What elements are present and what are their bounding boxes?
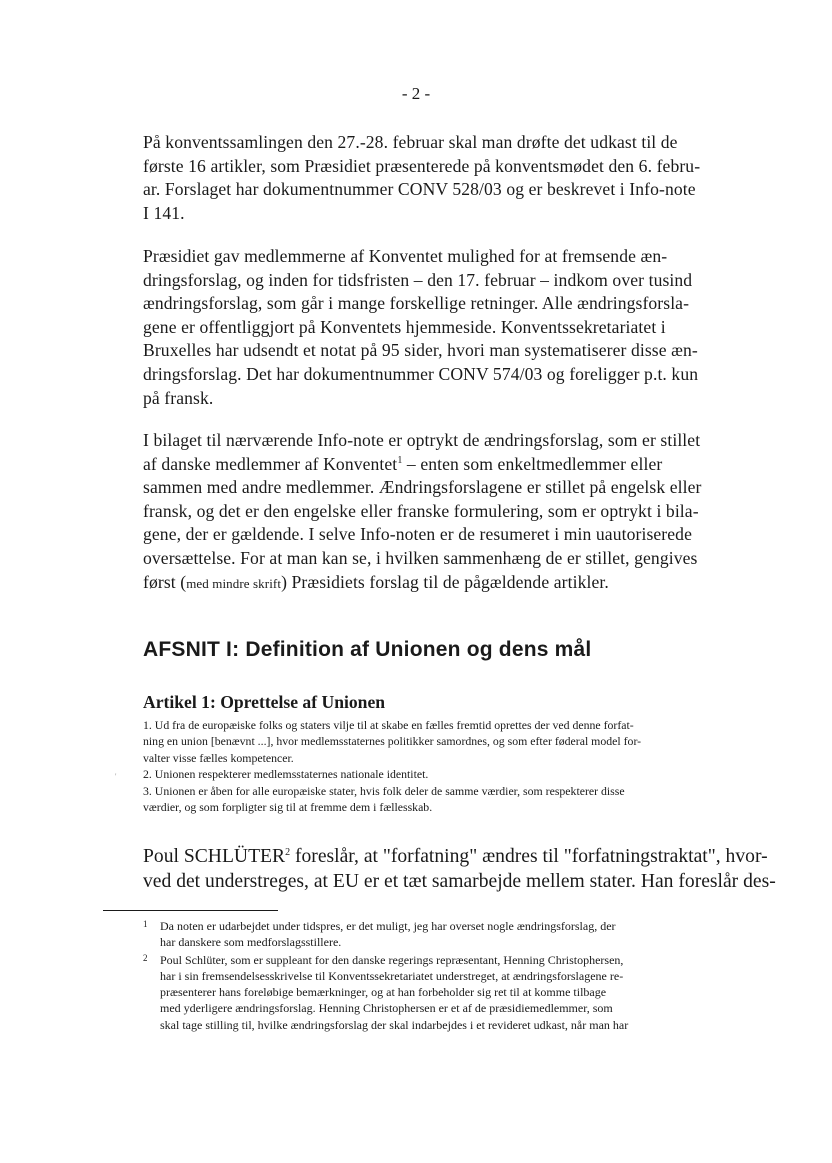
text-segment: – enten som enkeltmedlemmer eller: [402, 453, 663, 474]
text-line: første 16 artikler, som Præsidiet præsenterede på konventsmødet den 6. febru-: [143, 155, 701, 176]
footnote-line: Poul Schlüter, som er suppleant for den danske regerings repræsentant, Henning Christophersen,: [160, 952, 624, 967]
footnote-2: [143, 952, 743, 1033]
paragraph-annex: [143, 429, 743, 595]
paragraph-schlueter: [143, 844, 776, 894]
footnote-line: med yderligere ændringsforslag. Henning Christophersen er et af de præsidiemedlemmer, som: [160, 1001, 613, 1016]
text-line: ændringsforslag, som går i mange forskellige retninger. Alle ændringsforsla-: [143, 293, 690, 314]
text-line: [143, 571, 743, 596]
article-title: Artikel 1: Oprettelse af Unionen: [143, 692, 386, 712]
text-line: sammen med andre medlemmer. Ændringsforslagene er stillet på engelsk eller: [143, 477, 702, 498]
article-line: 2. Unionen respekterer medlemsstaternes nationale identitet.: [143, 767, 429, 782]
small-print-note: med mindre skrift: [186, 575, 282, 591]
paragraph-amendments: [143, 245, 743, 410]
text-line: I bilaget til nærværende Info-note er optrykt de ændringsforslag, som er stillet: [143, 430, 701, 450]
text-line: gene, der er gældende. I selve Info-noten er de resumeret i min uautoriserede: [143, 524, 692, 545]
footnotes: [143, 918, 743, 1034]
text-line: ved det understreges, at EU er et tæt samarbejde mellem stater. Han foreslår des-: [143, 871, 776, 892]
footnote-mark: 2: [143, 952, 148, 963]
text-line: på fransk.: [143, 387, 214, 408]
page-number: - 2 -: [401, 84, 431, 103]
paragraph-intro: [143, 131, 743, 225]
footnote-line: har danskere som medforslagsstillere.: [160, 935, 342, 950]
article-line: værdier, og som forpligter sig til at fremme dem i fællesskab.: [143, 800, 433, 815]
article-line: ning en union [benævnt ...], hvor medlemsstaternes politikker samordnes, og som efter føderal model for-: [143, 734, 642, 749]
text-segment: af danske medlemmer af Konventet: [143, 453, 398, 474]
article-text: [143, 717, 743, 815]
footnote-ref-2[interactable]: 2: [285, 847, 291, 858]
footnote-ref-1[interactable]: 1: [397, 454, 403, 466]
text-segment: først (: [143, 571, 187, 592]
text-line: fransk, og det er den engelske eller franske formulering, som er optrykt i bila-: [143, 500, 699, 521]
footnote-1: [143, 918, 743, 951]
text-line: På konventssamlingen den 27.-28. februar skal man drøfte det udkast til de: [143, 132, 678, 152]
text-segment: ) Præsidiets forslag til de pågældende artikler.: [281, 571, 609, 592]
text-line: ar. Forslaget har dokumentnummer CONV 528/03 og er beskrevet i Info-note: [143, 179, 696, 200]
section-heading: AFSNIT I: Definition af Unionen og dens mål: [143, 638, 592, 661]
article-line: 1. Ud fra de europæiske folks og staters vilje til at skabe en fælles fremtid oprettes der ved denne forfat-: [143, 718, 634, 732]
text-line: Bruxelles har udsendt et notat på 95 sider, hvori man systematiserer disse æn-: [143, 340, 698, 361]
footnote-separator: [103, 910, 278, 911]
text-line: dringsforslag. Det har dokumentnummer CONV 574/03 og foreligger p.t. kun: [143, 363, 699, 384]
article-line: valter visse fælles kompetencer.: [143, 750, 294, 765]
footnote-mark: 1: [143, 919, 148, 929]
article-line: 3. Unionen er åben for alle europæiske stater, hvis folk deler de samme værdier, som respekterer disse: [143, 783, 625, 798]
text-line: I 141.: [143, 202, 185, 223]
footnote-line: Da noten er udarbejdet under tidspres, er det muligt, jeg har overset nogle ændringsforslag, der: [160, 919, 616, 933]
text-line: Præsidiet gav medlemmerne af Konventet mulighed for at fremsende æn-: [143, 246, 668, 266]
text-line: oversættelse. For at man kan se, i hvilken sammenhæng de er stillet, gengives: [143, 547, 698, 568]
text-line: dringsforslag, og inden for tidsfristen – den 17. februar – indkom over tusind: [143, 269, 693, 290]
footnote-line: skal tage stilling til, hvilke ændringsforslag der skal indarbejdes i et revideret udkast, når man har: [160, 1017, 629, 1032]
footnote-line: har i sin fremsendelsesskrivelse til Konventssekretariatet understreget, at ændringsforslagene re-: [160, 968, 624, 983]
text-line: gene er offentliggjort på Konventets hjemmeside. Konventssekretariatet i: [143, 316, 666, 337]
text-segment: foreslår, at "forfatning" ændres til "forfatningstraktat", hvor-: [290, 846, 768, 867]
text-segment: Poul SCHLÜTER: [143, 846, 286, 867]
text-line: [143, 844, 768, 869]
footnote-line: præsenterer hans foreløbige bemærkninger, og at han forbeholder sig ret til at komme tilbage: [160, 985, 607, 1000]
text-line: [143, 453, 743, 477]
scan-mark: ': [115, 772, 117, 781]
